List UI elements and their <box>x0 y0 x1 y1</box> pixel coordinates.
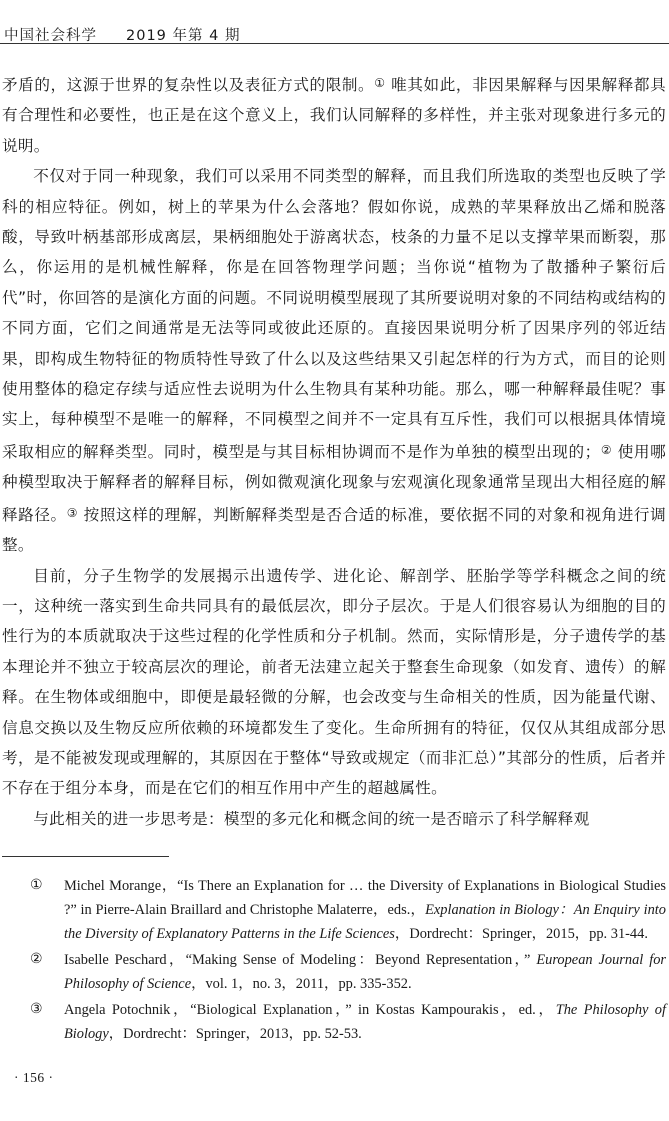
footnote-mark: ③ <box>30 1002 43 1017</box>
footnote-ref-2[interactable]: ② <box>600 442 613 457</box>
header-rule <box>0 43 669 44</box>
footnotes <box>2 874 666 1048</box>
issue-label: 2019 年第 4 期 <box>126 28 241 44</box>
work-title: European Journal for Philosophy of Science <box>64 952 666 992</box>
paragraph-4: 与此相关的进一步思考是：模型的多元化和概念间的统一是否暗示了科学解释观 <box>33 809 590 828</box>
body-text <box>2 68 666 834</box>
footnote-2: ② Isabelle Peschard，“Making Sense of Modeling：Beyond Representation，” European Journal for Philosophy of Science，vol. 1，no. 3，2011，pp. 335-352. <box>2 948 666 996</box>
work-title: Explanation in Biology：An Enquiry into the Diversity of Explanatory Patterns in the Life Sciences <box>64 902 666 942</box>
footnote-3: ③ Angela Potochnik，“Biological Explanation，” in Kostas Kampourakis，ed.，The Philosophy of Biology，Dordrecht：Springer，2013，pp. 52-53. <box>2 998 666 1046</box>
work-title: The Philosophy of Biology <box>64 1002 666 1042</box>
journal-title: 中国社会科学 <box>4 28 97 44</box>
footnote-mark: ① <box>30 878 43 893</box>
footnote-rule <box>2 856 169 857</box>
paragraph-3: 目前，分子生物学的发展揭示出遗传学、进化论、解剖学、胚胎学等学科概念之间的统一，这种统一落实到生命共同具有的最低层次，即分子层次。于是人们很容易认为细胞的目的性行为的本质就取决于这些过程的化学性质和分子机制。然而，实际情形是，分子遗传学的基本理论并不独立于较高层次的理论，前者无法建立起关于整套生命现象（如发育、遗传）的解释。在生物体或细胞中，即便是最轻微的分解，也会改变与生命相关的性质，因为能量代谢、信息交换以及生物反应所依赖的环境都发生了变化。生命所拥有的特征，仅仅从其组成部分思考，是不能被发现或理解的，其原因在于整体“导致或规定（而非汇总）”其部分的性质，后者并不存在于组分本身，而是在它们的相互作用中产生的超越属性。 <box>2 566 666 798</box>
footnote-mark: ② <box>30 952 43 967</box>
page-number: · 156 · <box>14 1070 54 1085</box>
footnote-ref-1[interactable]: ① <box>374 76 386 90</box>
footnote-ref-3[interactable]: ③ <box>66 505 79 520</box>
paragraph-2: 不仅对于同一种现象，我们可以采用不同类型的解释，而且我们所选取的类型也反映了学科的相应特征。例如，树上的苹果为什么会落地？假如你说，成熟的苹果释放出乙烯和脱落酸，导致叶柄基部形成离层，果柄细胞处于游离状态，枝条的力量不足以支撑苹果而断裂，那么，你运用的是机械性解释，你是在回答物理学问题；当你说“植物为了散播种子繁衍后代”时，你回答的是演化方面的问题。不同说明模型展现了其所要说明对象的不同结构或结构的不同方面，它们之间通常是无法等同或彼此还原的。直接因果说明分析了因果序列的邻近结果，即构成生物特征的物质特性导致了什么以及这些结果又引起怎样的行为方式，而目的论则使用整体的稳定存续与适应性去说明为什么生物具有某种功能。那么，哪一种解释最佳呢？事实上，每种模型不是唯一的解释，不同模型之间并不一定具有互斥性，我们可以根据具体情境采取相应的解释类型。同时，模型是与其目标相协调而不是作为单独的模型出现的；② 使用哪种模型取决于解释者的解释目标，例如微观演化现象与宏观演化现象通常呈现出大相径庭的解释路径。③ 按照这样的理解，判断解释类型是否合适的标准，要依据不同的对象和视角进行调整。 <box>2 167 667 555</box>
paragraph-1: 矛盾的，这源于世界的复杂性以及表征方式的限制。① 唯其如此，非因果解释与因果解释都具有合理性和必要性，也正是在这个意义上，我们认同解释的多样性，并主张对现象进行多元的说明。 <box>2 76 667 155</box>
footnote-1: ① Michel Morange，“Is There an Explanation for … the Diversity of Explanations in Biological Studies ?” in Pierre-Alain Braillard and Christophe Malaterre，eds.，Explanation in Biology：An Enquiry into the Diversity of Explanatory Patterns in the Life Sciences，Dordrecht：Springer，2015，pp. 31-44. <box>2 874 666 946</box>
running-header <box>4 6 668 46</box>
